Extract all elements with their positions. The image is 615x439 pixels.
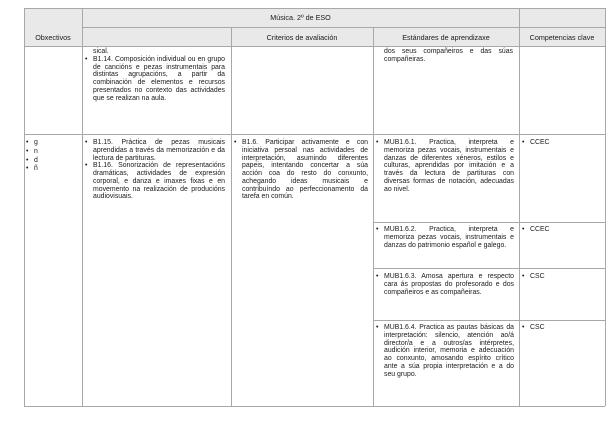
list-item: • MUB1.6.4. Practica as pautas básicas da interpretación: silencio, atención ao/á director/a e a outros/as intérpretes, audición interior, memoria e adecuación ao conxunto, amosando espírito crítico ante a súa propia interpretación e a do seu grupo.	[375, 324, 514, 378]
column-header-estandares: Estándares de aprendizaxe	[373, 28, 519, 46]
competencia-3	[521, 273, 601, 281]
row2-contidos	[84, 139, 225, 201]
list-item: • n	[25, 148, 80, 157]
row1-contidos	[84, 48, 225, 102]
estandar-4	[375, 324, 514, 378]
list-item: • B1.14. Composición individual ou en grupo de cancións e pezas instrumentais para distintas agrupacións, a partir da combinación de elementos e recursos presentados no contexto das actividades que se realizan na aula.	[84, 56, 225, 103]
list-item: • ñ	[25, 165, 80, 174]
estandar-3	[375, 273, 514, 296]
list-item: • B1.16. Sonorización de representacións dramáticas, actividades de expresión corporal, e danza e imaxes fixas e en movemento na realización de producións audiovisuais.	[84, 162, 225, 201]
list-item: • MUB1.6.1. Practica, interpreta e memoriza pezas vocais, instrumentais e danzas de diferentes xéneros, estilos e culturas, aprendidas por imitación e a través da lectura de partituras con diversas formas de notación, adecuadas ao nivel.	[375, 139, 514, 193]
estandar-1	[375, 139, 514, 193]
estandar-2	[375, 226, 514, 249]
list-item: • MUB1.6.2. Practica, interpreta e memoriza pezas vocais, instrumentais e danzas do patrimonio español e galego.	[375, 226, 514, 249]
grid-line	[24, 8, 605, 9]
contidos-continuation: sical.	[93, 48, 109, 55]
list-item: • d	[25, 157, 80, 166]
column-header-blank	[82, 28, 231, 46]
grid-line	[373, 268, 605, 269]
grid-line	[82, 27, 605, 28]
list-item: • B1.6. Participar activamente e con iniciativa persoal nas actividades de interpretación, asumindo diferentes papeis, intentando concertar a súa acción coa do resto do conxunto, achegando ideas musicais e contribuíndo ao perfeccionamento da tarefa en común.	[233, 139, 368, 201]
competencia-2	[521, 226, 601, 234]
table-title: Música. 2º de ESO	[82, 8, 519, 27]
column-header-competencias: Competencias clave	[519, 28, 605, 46]
table-title-right-blank	[519, 8, 605, 27]
grid-line	[373, 320, 605, 321]
row2-criterios	[233, 139, 368, 201]
grid-line	[519, 8, 520, 406]
list-item: • CSC	[521, 324, 601, 332]
estandar-continuation: dos seus compañeiros e das súas compañeiras.	[384, 48, 513, 63]
grid-line	[605, 8, 606, 406]
competencia-4	[521, 324, 601, 332]
list-item: • B1.15. Práctica de pezas musicais aprendidas a través da memorización e da lectura de partituras.	[84, 139, 225, 162]
column-header-criterios: Criterios de avaliación	[231, 28, 373, 46]
grid-line	[24, 46, 605, 47]
row2-obxectivos	[25, 139, 80, 174]
column-header-obxectivos: Obxectivos	[24, 28, 82, 46]
list-item: • CCEC	[521, 139, 601, 147]
grid-line	[373, 27, 374, 406]
list-item: • g	[25, 139, 80, 148]
grid-line	[24, 134, 605, 135]
grid-line	[24, 406, 605, 407]
row1-estandares	[375, 48, 513, 64]
grid-line	[24, 8, 25, 406]
list-item: • MUB1.6.3. Amosa apertura e respecto cara ás propostas do profesorado e dos compañeiros e as compañeiras.	[375, 273, 514, 296]
competencia-1	[521, 139, 601, 147]
grid-line	[82, 8, 83, 406]
list-item: • CSC	[521, 273, 601, 281]
list-item: • CCEC	[521, 226, 601, 234]
grid-line	[373, 222, 605, 223]
grid-line	[231, 27, 232, 406]
